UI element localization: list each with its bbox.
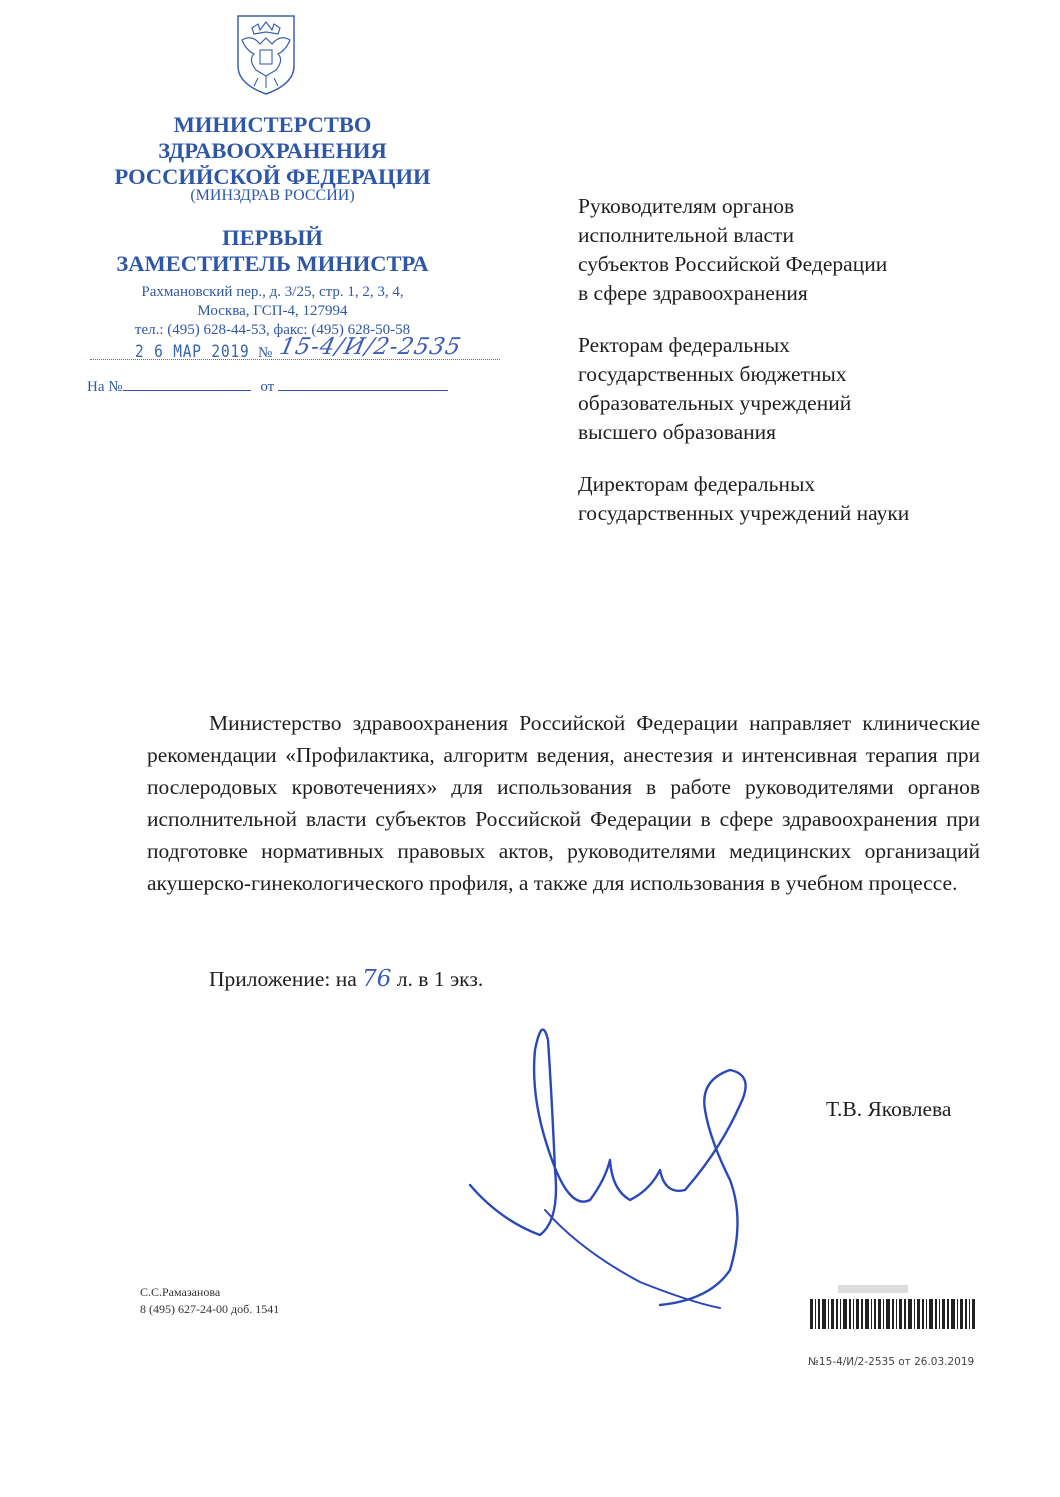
position-line: ПЕРВЫЙ	[222, 225, 323, 250]
address-line: тел.: (495) 628-44-53, факс: (495) 628-50-58	[134, 322, 411, 338]
recipient-group	[578, 331, 1018, 447]
letter-body: Министерство здравоохранения Российской Федерации направляет клинические рекомендации «Профилактика, алгоритм ведения, анестезия и интенсивная терапия при послеродовых кровотечениях» для использования в работе руководителями органов исполнительной власти субъектов Российской Федерации в сфере здравоохранения при подготовке нормативных правовых актов, руководителями медицинских организаций акушерско-гинекологического профиля, а также для использования в учебном процессе.	[147, 711, 980, 895]
recipient-line: Руководителям органов	[578, 194, 795, 218]
official-position	[100, 225, 445, 277]
attachment-prefix: Приложение: на	[209, 967, 357, 991]
registration-line	[90, 359, 500, 360]
handwritten-outgoing-number: 15-4/И/2-2535	[277, 334, 464, 360]
address-line: Рахмановский пер., д. 3/25, стр. 1, 2, 3, 4,	[141, 284, 404, 300]
ministry-line: ЗДРАВООХРАНЕНИЯ	[158, 138, 387, 163]
barcode-icon	[808, 1283, 988, 1333]
recipient-line: Директорам федеральных	[578, 472, 816, 496]
ministry-address	[80, 283, 465, 340]
executor-phone: 8 (495) 627-24-00 доб. 1541	[140, 1302, 280, 1316]
recipient-line: субъектов Российской Федерации	[578, 252, 888, 276]
address-line: Москва, ГСП-4, 127994	[197, 303, 348, 319]
recipient-line: Ректорам федеральных	[578, 333, 790, 357]
reply-from-label: от	[260, 379, 275, 395]
reply-date-blank	[278, 378, 448, 391]
recipient-line: государственных учреждений науки	[578, 501, 910, 525]
recipient-line: образовательных учреждений	[578, 391, 852, 415]
executor-info	[140, 1284, 279, 1318]
recipient-line: исполнительной власти	[578, 223, 794, 247]
ministry-short-name: (МИНЗДРАВ РОССИИ)	[190, 187, 355, 204]
ministry-line: РОССИЙСКОЙ ФЕДЕРАЦИИ	[114, 164, 431, 189]
attachment-pages: 76	[362, 966, 392, 992]
recipient-line: в сфере здравоохранения	[578, 281, 808, 305]
russian-coat-of-arms-icon	[232, 14, 300, 96]
number-sign: №	[258, 345, 273, 361]
executor-name: С.С.Рамазанова	[140, 1285, 221, 1299]
registration-date-stamp: 2 6 МАР 2019	[135, 342, 250, 362]
barcode-caption: №15-4/И/2-2535 от 26.03.2019	[808, 1356, 975, 1368]
signer-name: Т.В. Яковлева	[826, 1097, 952, 1121]
reply-to-label: На №	[87, 379, 123, 395]
attachment-note	[209, 966, 483, 992]
ministry-name	[100, 112, 445, 190]
recipient-line: государственных бюджетных	[578, 362, 847, 386]
recipient-group	[578, 192, 1018, 308]
recipient-line: высшего образования	[578, 420, 777, 444]
attachment-suffix: л. в 1 экз.	[396, 967, 484, 991]
recipients-block	[578, 192, 1018, 551]
ministry-line: МИНИСТЕРСТВО	[173, 112, 372, 137]
reply-number-blank	[123, 378, 251, 391]
recipient-group	[578, 470, 1018, 528]
position-line: ЗАМЕСТИТЕЛЬ МИНИСТРА	[116, 251, 429, 276]
reply-to-row	[87, 378, 448, 396]
handwritten-signature	[460, 1020, 800, 1310]
